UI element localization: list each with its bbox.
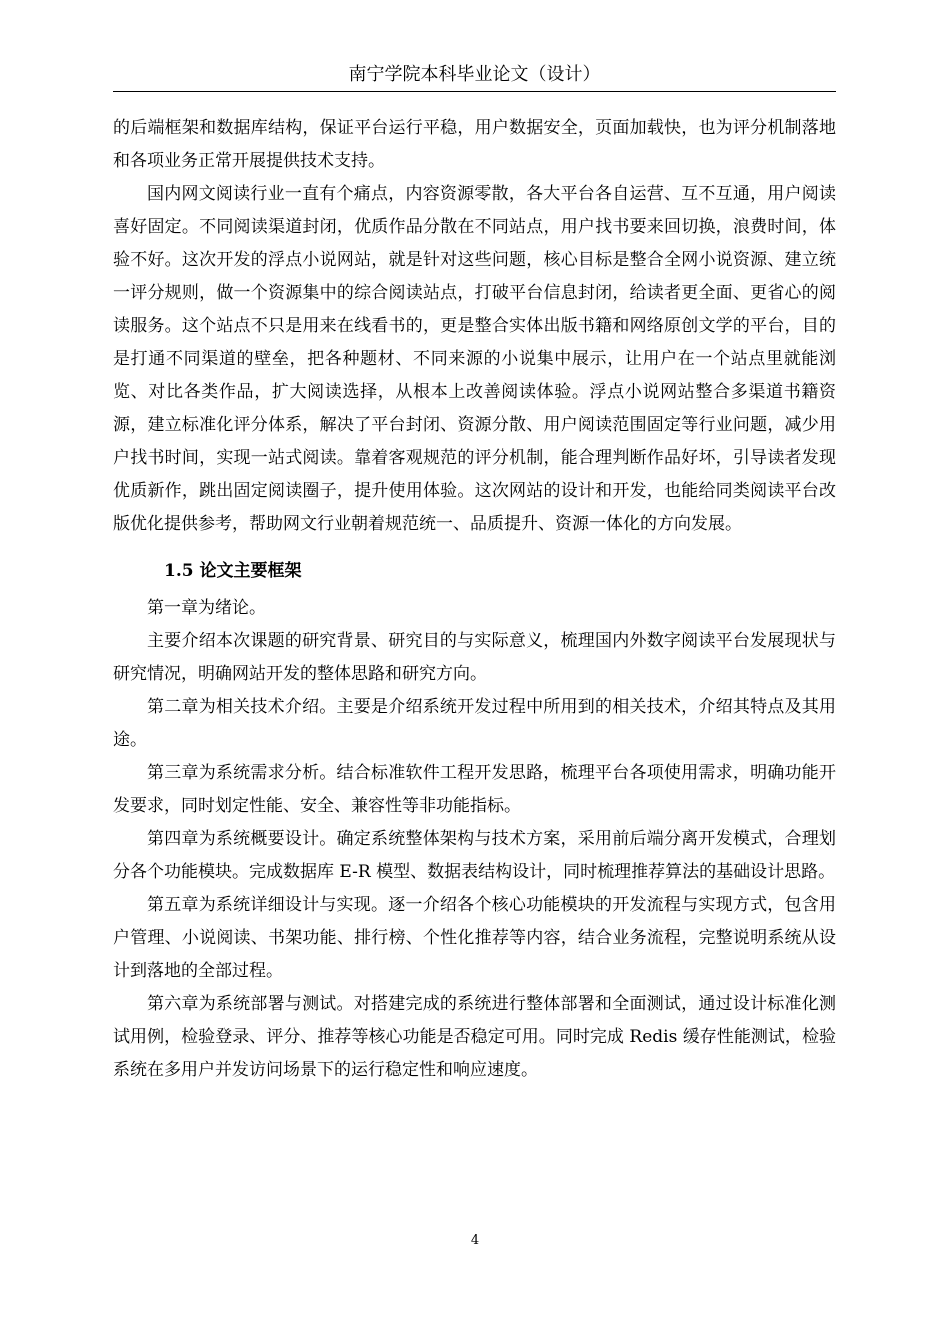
paragraph: 第六章为系统部署与测试。对搭建完成的系统进行整体部署和全面测试，通过设计标准化测试用例，检验登录、评分、推荐等核心功能是否稳定可用。同时完成 Redis 缓存性能测试，检验系统在多用户并发访问场景下的运行稳定性和响应速度。 [113,994,836,1080]
header-divider [113,91,836,92]
page-number: 4 [470,1233,480,1248]
paragraph: 第四章为系统概要设计。确定系统整体架构与技术方案，采用前后端分离开发模式，合理划分各个功能模块。完成数据库 E-R 模型、数据表结构设计，同时梳理推荐算法的基础设计思路。 [113,829,836,882]
paragraph: 第一章为绪论。 [147,598,266,618]
paragraph: 国内网文阅读行业一直有个痛点，内容资源零散，各大平台各自运营、互不互通，用户阅读喜好固定。不同阅读渠道封闭，优质作品分散在不同站点，用户找书要来回切换，浪费时间，体验不好。这次开发的浮点小说网站，就是针对这些问题，核心目标是整合全网小说资源、建立统一评分规则，做一个资源集中的综合阅读站点，打破平台信息封闭，给读者更全面、更省心的阅读服务。这个站点不只是用来在线看书的，更是整合实体出版书籍和网络原创文学的平台，目的是打通不同渠道的壁垒，把各种题材、不同来源的小说集中展示，让用户在一个站点里就能浏览、对比各类作品，扩大阅读选择，从根本上改善阅读体验。浮点小说网站整合多渠道书籍资源，建立标准化评分体系，解决了平台封闭、资源分散、用户阅读范围固定等行业问题，减少用户找书时间，实现一站式阅读。靠着客观规范的评分机制，能合理判断作品好坏，引导读者发现优质新作，跳出固定阅读圈子，提升使用体验。这次网站的设计和开发，也能给同类阅读平台改版优化提供参考，帮助网文行业朝着规范统一、品质提升、资源一体化的方向发展。 [113,184,836,534]
paragraph: 第三章为系统需求分析。结合标准软件工程开发思路，梳理平台各项使用需求，明确功能开发要求，同时划定性能、安全、兼容性等非功能指标。 [113,763,836,816]
page-header-title: 南宁学院本科毕业论文（设计） [348,64,601,85]
paragraph: 第二章为相关技术介绍。主要是介绍系统开发过程中所用到的相关技术，介绍其特点及其用途。 [113,697,836,750]
section-heading: 1.5 论文主要框架 [164,561,302,581]
page-body [113,112,836,1087]
paragraph-continuation: 的后端框架和数据库结构，保证平台运行平稳，用户数据安全，页面加载快，也为评分机制落地和各项业务正常开展提供技术支持。 [113,118,836,171]
paragraph: 主要介绍本次课题的研究背景、研究目的与实际意义，梳理国内外数字阅读平台发展现状与研究情况，明确网站开发的整体思路和研究方向。 [113,631,836,684]
paragraph: 第五章为系统详细设计与实现。逐一介绍各个核心功能模块的开发流程与实现方式，包含用户管理、小说阅读、书架功能、排行榜、个性化推荐等内容，结合业务流程，完整说明系统从设计到落地的全部过程。 [113,895,836,981]
